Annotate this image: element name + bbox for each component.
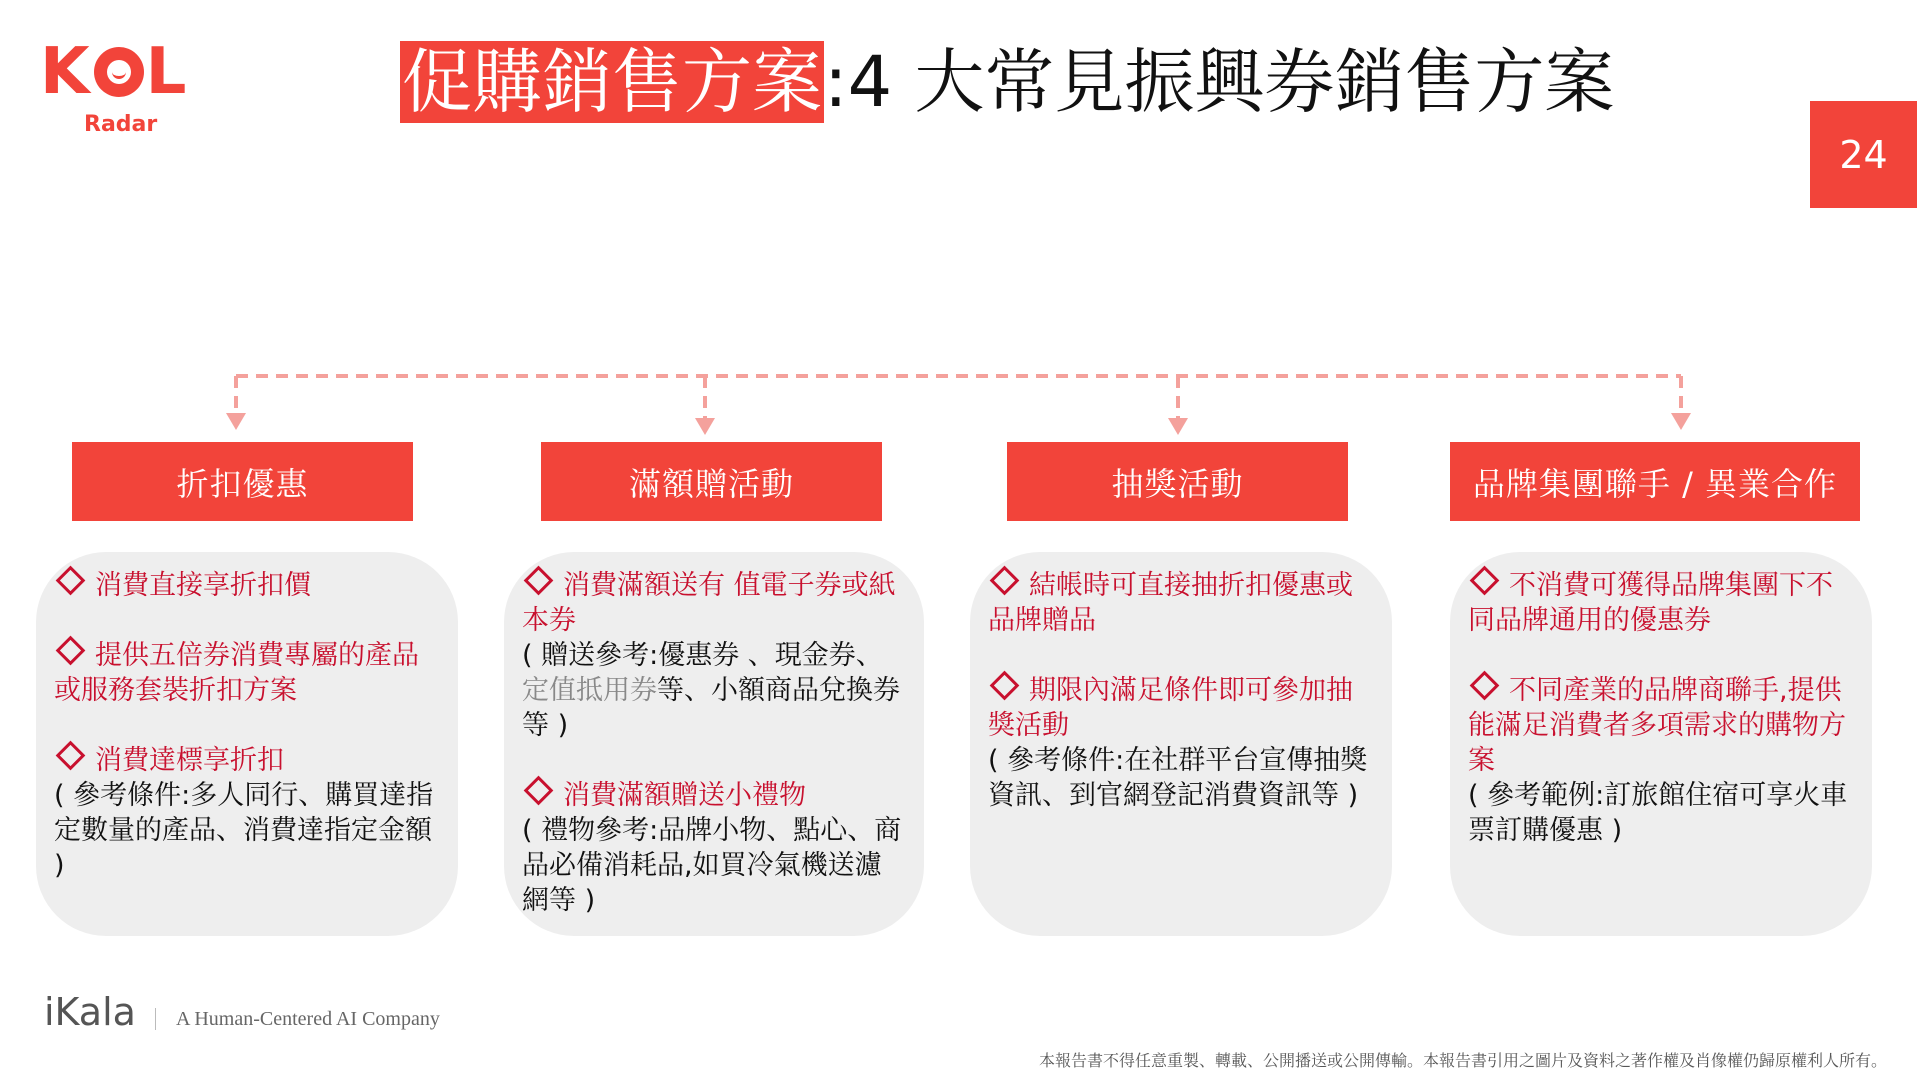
list-item [1468,568,1854,638]
column-header-discount [72,442,413,521]
list-item [54,638,440,708]
diamond-bullet-icon [56,741,86,771]
column-header-label: 品牌集團聯手 / 異業合作 [1472,464,1838,503]
list-item [1468,673,1854,848]
ikala-logo: iKala [44,990,136,1034]
list-item [522,568,906,743]
list-item [988,568,1374,638]
diamond-bullet-icon [990,671,1020,701]
arrow-down-icon [1671,413,1691,430]
diamond-bullet-icon [1470,671,1500,701]
footer-tagline: A Human-Centered AI Company [176,1008,440,1030]
item-detail: ( 參考範例:訂旅館住宿可享火車票訂購優惠 ) [1468,780,1848,846]
item-highlight: 消費直接享折扣價 [95,570,311,601]
diamond-bullet-icon [524,776,554,806]
item-highlight: 消費滿額送有 值電子券或紙本券 [522,570,896,636]
diamond-bullet-icon [990,566,1020,596]
diamond-bullet-icon [56,566,86,596]
diamond-bullet-icon [1470,566,1500,596]
card-spend-gift [504,552,924,936]
list-item [54,568,440,603]
item-highlight: 不消費可獲得品牌集團下不同品牌通用的優惠券 [1468,570,1833,636]
column-header-label: 折扣優惠 [176,464,309,503]
item-detail: ( 參考條件:多人同行、購買達指定數量的產品、消費達指定金額 ) [54,780,434,881]
arrow-down-icon [695,418,715,435]
title-rest: :4 大常見振興券銷售方案 [824,41,1615,123]
item-highlight: 期限內滿足條件即可參加抽獎活動 [988,675,1353,741]
list-item [54,743,440,883]
diamond-bullet-icon [524,566,554,596]
logo-letter-l: L [145,35,189,109]
column-header-label: 抽獎活動 [1111,464,1244,503]
item-detail: ( 贈送參考:優惠券 、現金券、 [522,640,883,671]
arrow-down-icon [1168,418,1188,435]
card-discount [36,552,458,936]
column-header-spend-gift [541,442,882,521]
item-detail: 等、小額商品兌換券等 ) [522,675,900,741]
item-highlight: 消費達標享折扣 [95,745,284,776]
footer-disclaimer: 本報告書不得任意重製、轉載、公開播送或公開傳輸。本報告書引用之圖片及資料之著作權及肖像權仍歸原權利人所有。 [1038,1051,1887,1070]
title-highlight: 促購銷售方案 [402,41,822,123]
page-number: 24 [1839,132,1888,177]
column-header-cross-brand [1450,442,1860,521]
logo-subtitle: Radar [84,112,158,137]
list-item [522,778,906,918]
card-lottery [970,552,1392,936]
card-cross-brand [1450,552,1872,936]
footer-divider [155,1008,156,1030]
column-header-label: 滿額贈活動 [628,464,794,503]
item-detail-muted: 定值抵用券 [522,675,657,706]
logo-letter-k: K [40,35,92,109]
item-detail: ( 禮物參考:品牌小物、點心、商品必備消耗品,如買冷氣機送濾網等 ) [522,815,902,916]
list-item [988,673,1374,813]
item-highlight: 不同產業的品牌商聯手,提供能滿足消費者多項需求的購物方案 [1468,675,1846,776]
item-detail: ( 參考條件:在社群平台宣傳抽獎資訊、到官網登記消費資訊等 ) [988,745,1368,811]
diamond-bullet-icon [56,636,86,666]
column-header-lottery [1007,442,1348,521]
item-highlight: 結帳時可直接抽折扣優惠或品牌贈品 [988,570,1353,636]
item-highlight: 消費滿額贈送小禮物 [563,780,806,811]
arrow-down-icon [226,413,246,430]
item-highlight: 提供五倍券消費專屬的產品或服務套裝折扣方案 [54,640,419,706]
